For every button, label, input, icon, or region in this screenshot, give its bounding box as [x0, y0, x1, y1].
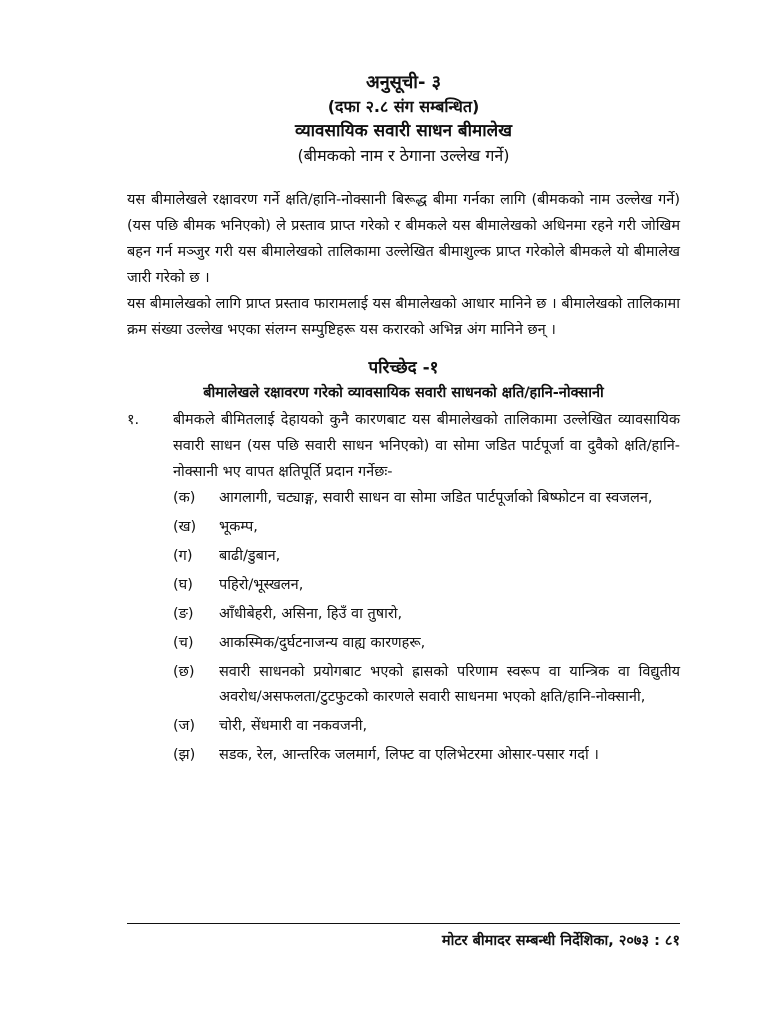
list-item [173, 631, 680, 656]
item-text: आँधीबेहरी, असिना, हिउँ वा तुषारो, [219, 606, 403, 622]
item-text: आकस्मिक/दुर्घटनाजन्य वाह्य कारणहरू, [219, 635, 426, 651]
item-label: (छ) [173, 664, 195, 680]
item-text: भूकम्प, [219, 519, 258, 535]
item-label: (ख) [173, 519, 197, 535]
item-text: बाढी/डुबान, [219, 548, 281, 564]
clause [127, 407, 680, 485]
item-label: (झ) [173, 747, 196, 763]
list-item [173, 660, 680, 710]
insurer-note: (बीमकको नाम र ठेगाना उल्लेख गर्ने) [297, 146, 510, 165]
item-text: चोरी, सेंधमारी वा नकवजनी, [219, 718, 368, 734]
section-title: परिच्छेद -१ [368, 358, 439, 378]
item-text: सवारी साधनको प्रयोगबाट भएको ह्रासको परिणाम स्वरूप वा यान्त्रिक वा विद्युतीय अवरोध/असफलता/टुटफुटको कारणले सवारी साधनमा भएको क्षति/हानि-नोक्सानी, [219, 664, 680, 705]
item-label: (च) [173, 635, 194, 651]
list-item [173, 544, 680, 569]
clause-items [127, 486, 680, 768]
clause-number: १. [127, 412, 140, 428]
policy-title: व्यावसायिक सवारी साधन बीमालेख [294, 121, 513, 141]
list-item [173, 743, 680, 768]
item-label: (ङ) [173, 606, 194, 622]
basis-paragraph: यस बीमालेखको लागि प्राप्त प्रस्ताव फारामलाई यस बीमालेखको आधार मानिने छ । बीमालेखको तालिकामा क्रम संख्या उल्लेख भएका संलग्न सम्पुष्टिहरू यस करारको अभिन्न अंग मानिने छन् । [127, 296, 680, 338]
section-subtitle: बीमालेखले रक्षावरण गरेको व्यावसायिक सवारी साधनको क्षति/हानि-नोक्सानी [203, 385, 604, 401]
page-footer: मोटर बीमादर सम्बन्धी निर्देशिका, २०७३ : ८१ [441, 933, 680, 949]
list-item [173, 486, 680, 511]
schedule-title: अनुसूची- ३ [365, 72, 442, 93]
document-page [127, 70, 680, 772]
item-label: (ज) [173, 718, 196, 734]
list-item [173, 515, 680, 540]
item-text: आगलागी, चट्याङ्ग, सवारी साधन वा सोमा जडित पार्टपूर्जाको बिष्फोटन वा स्वजलन, [219, 490, 653, 506]
item-label: (घ) [173, 577, 193, 593]
item-label: (ग) [173, 548, 193, 564]
item-text: पहिरो/भूस्खलन, [219, 577, 304, 593]
item-label: (क) [173, 490, 196, 506]
list-item [173, 573, 680, 598]
item-text: सडक, रेल, आन्तरिक जलमार्ग, लिफ्ट वा एलिभेटरमा ओसार-पसार गर्दा । [219, 747, 599, 763]
intro-paragraph: यस बीमालेखले रक्षावरण गर्ने क्षति/हानि-नोक्सानी बिरूद्ध बीमा गर्नका लागि (बीमकको नाम उल्लेख गर्ने) (यस पछि बीमक भनिएको) ले प्रस्ताव प्राप्त गरेको र बीमकले यस बीमालेखको अधिनमा रहने गरी जोखिम बहन गर्न मञ्जुर गरी यस बीमालेखको तालिकामा उल्लेखित बीमाशुल्क प्राप्त गरेकोले बीमकले यो बीमालेख जारी गरेको छ । [127, 192, 680, 286]
schedule-reference: (दफा २.८ संग सम्बन्धित) [327, 97, 480, 116]
clause-text: बीमकले बीमितलाई देहायको कुनै कारणबाट यस बीमालेखको तालिकामा उल्लेखित व्यावसायिक सवारी साधन (यस पछि सवारी साधन भनिएको) वा सोमा जडित पार्टपूर्जा वा दुवैको क्षति/हानि-नोक्सानी भए वापत क्षतिपूर्ति प्रदान गर्नेछः- [173, 412, 680, 480]
footer-divider [127, 923, 680, 924]
list-item [173, 714, 680, 739]
list-item [173, 602, 680, 627]
